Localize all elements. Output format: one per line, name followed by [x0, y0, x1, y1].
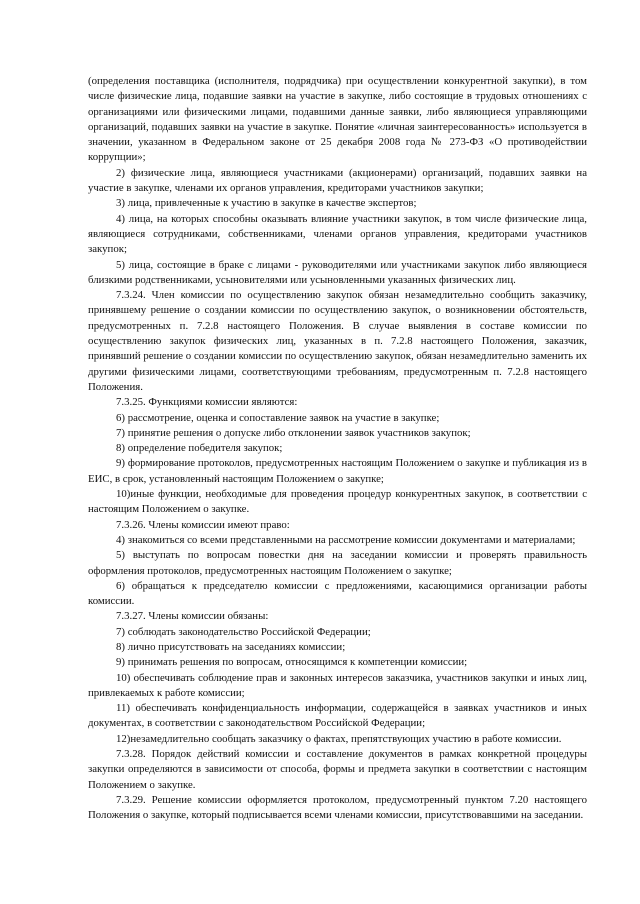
paragraph: 2) физические лица, являющиеся участниками (акционерами) организаций, подавших заявки на участие в закупке, членами их органов управления, кредиторами участников закупки;: [88, 166, 587, 195]
paragraph: 8) определение победителя закупок;: [116, 442, 283, 455]
paragraph: 7.3.28. Порядок действий комиссии и составление документов в рамках конкретной процедуры закупки определяются в зависимости от способа, формы и предмета закупки в соответствии с настоящим Положением о закупке.: [88, 748, 587, 791]
paragraph: 6) обращаться к председателю комиссии с предложениями, касающимися организации работы комиссии.: [88, 579, 587, 608]
paragraph: 10)иные функции, необходимые для проведения процедур конкурентных закупок, в соответствии с настоящим Положением о закупке.: [88, 488, 587, 516]
paragraph: 4) лица, на которых способны оказывать влияние участники закупок, в том числе физические лица, являющиеся сотрудниками, собственниками, членами органов управления, кредиторами участников закупок;: [88, 212, 587, 256]
paragraph: 10) обеспечивать соблюдение прав и законных интересов заказчика, участников закупки и иных лиц, привлекаемых к работе комиссии;: [88, 671, 587, 699]
paragraph: 6) рассмотрение, оценка и сопоставление заявок на участие в закупке;: [116, 411, 440, 424]
paragraph: 7) соблюдать законодательство Российской Федерации;: [116, 625, 371, 638]
paragraph: 3) лица, привлеченные к участию в закупке в качестве экспертов;: [116, 197, 417, 210]
paragraph: 5) выступать по вопросам повестки дня на заседании комиссии и проверять правильность оформления протоколов, предусмотренных настоящим Положением о закупке;: [88, 549, 587, 577]
paragraph: 7.3.24. Член комиссии по осуществлению закупок обязан незамедлительно сообщить заказчику, принявшему решение о создании комиссии по осуществлению закупок, о возникновении обстоятельств, предусмотренных п. 7.2.8 настоящего Положения. В случае выявления в составе комиссии по осуществлению закупок физических лиц, указанных в п. 7.2.8 настоящего Положения, заказчик, принявший решение о создании комиссии по осуществлению закупок, обязан незамедлительно заменить их другими физическими лицами, соответствующими требованиям, предусмотренным п. 7.2.8 настоящего Положения.: [88, 289, 587, 393]
paragraph: 7) принятие решения о допуске либо отклонении заявок участников закупок;: [116, 426, 471, 439]
paragraph: 8) лично присутствовать на заседаниях комиссии;: [116, 640, 346, 653]
paragraph: 7.3.27. Члены комиссии обязаны:: [116, 610, 269, 623]
paragraph: 5) лица, состоящие в браке с лицами - руководителями или участниками закупок либо являющиеся близкими родственниками, усыновителями или усыновленными указанных физических лиц.: [88, 258, 587, 286]
paragraph: 7.3.29. Решение комиссии оформляется протоколом, предусмотренный пунктом 7.20 настоящего Положения о закупке, который подписывается всеми членами комиссии, присутствовавшими на заседании.: [88, 793, 587, 822]
paragraph: 9) формирование протоколов, предусмотренных настоящим Положением о закупке и публикация из в ЕИС, в срок, установленный настоящим Положением о закупке;: [88, 457, 587, 485]
paragraph: 7.3.25. Функциями комиссии являются:: [116, 396, 298, 409]
paragraph: 11) обеспечивать конфиденциальность информации, содержащейся в заявках участников и иных документах, в соответствии с законодательством Российской Федерации;: [88, 702, 587, 730]
paragraph: (определения поставщика (исполнителя, подрядчика) при осуществлении конкурентной закупки), в том числе физические лица, подавшие заявки на участие в закупке, либо состоящие в трудовых отношениях с организациями или физическими лицами, подавшими данные заявки, либо являющиеся управляющими организаций, подавших заявки на участие в закупке. Понятие «личная заинтересованность» используется в значении, указанном в Федеральном законе от 25 декабря 2008 года № 273-ФЗ «О противодействии коррупции»;: [88, 75, 587, 164]
paragraph: 9) принимать решения по вопросам, относящимся к компетенции комиссии;: [116, 656, 468, 669]
paragraph: 4) знакомиться со всеми представленными на рассмотрение комиссии документами и материалами;: [116, 533, 576, 546]
paragraph: 12)незамедлительно сообщать заказчику о фактах, препятствующих участию в работе комиссии.: [116, 732, 562, 745]
document-page: [88, 74, 587, 824]
paragraph: 7.3.26. Члены комиссии имеют право:: [116, 518, 290, 531]
